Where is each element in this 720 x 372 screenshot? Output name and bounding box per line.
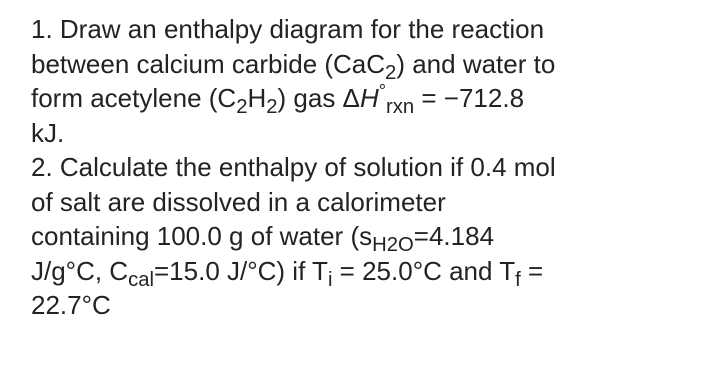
subscript: i	[327, 268, 333, 291]
subscript: 2	[266, 96, 278, 119]
problem-1-line-4	[31, 116, 711, 151]
text: between calcium carbide (CaC	[31, 48, 386, 79]
text: 1. Draw an enthalpy diagram for the reaction	[31, 14, 545, 44]
text: =15.0 J/°C) if T	[154, 255, 328, 286]
text: containing 100.0 g of water (s	[31, 221, 373, 251]
text: 22.7°C	[31, 290, 111, 320]
subscript: f	[515, 268, 521, 291]
problem-text	[31, 12, 711, 323]
text: J/g°C, C	[31, 255, 129, 286]
text: kJ.	[31, 117, 65, 148]
problem-2-line-1	[31, 150, 711, 185]
subscript: H2O	[372, 234, 414, 257]
text: ) gas Δ	[277, 83, 360, 113]
text: ) and water to	[396, 48, 556, 79]
text: form acetylene (C	[31, 83, 237, 113]
text: = 25.0°C and T	[332, 255, 516, 286]
degree-superscript: °	[378, 81, 386, 101]
enthalpy-symbol: H	[359, 83, 379, 113]
text: =	[520, 255, 544, 286]
subscript: 2	[236, 96, 248, 119]
problem-1-line-1	[31, 12, 711, 47]
subscript: cal	[128, 268, 154, 291]
problem-2-line-4	[31, 254, 711, 289]
subscript: 2	[385, 61, 397, 84]
problem-1-line-3	[31, 81, 711, 119]
problem-2-line-5	[31, 288, 711, 323]
text: =4.184	[413, 221, 495, 251]
text: = −712.8	[414, 83, 525, 113]
problem-1-line-2	[31, 47, 711, 82]
problem-2-line-3	[31, 219, 711, 257]
text: 2. Calculate the enthalpy of solution if 0.4 mol	[31, 152, 556, 182]
text: of salt are dissolved in a calorimeter	[31, 186, 446, 217]
subscript: rxn	[386, 96, 415, 119]
text: H	[247, 83, 267, 113]
problem-2-line-2	[31, 185, 711, 220]
